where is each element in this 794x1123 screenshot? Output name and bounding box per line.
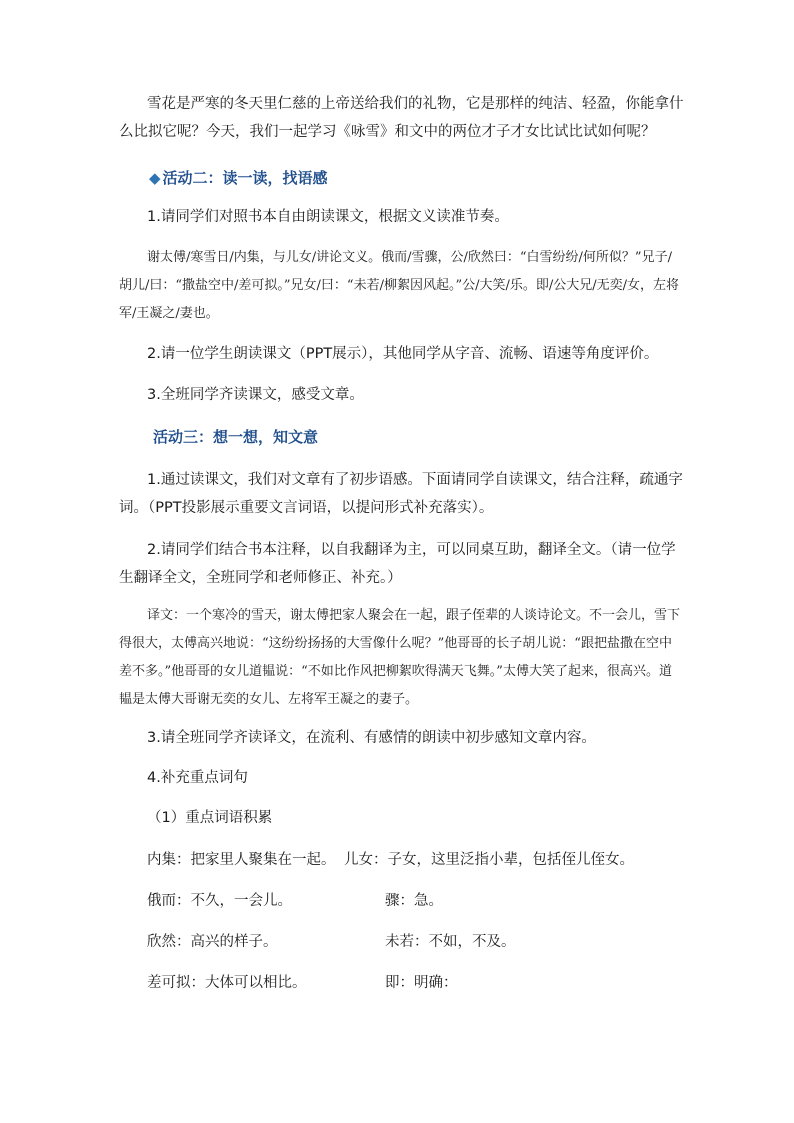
- vocab-term: 内集：把家里人聚集在一起。: [147, 852, 336, 868]
- activity2-heading: [149, 167, 328, 188]
- vocab-row: [147, 848, 634, 869]
- translation-text: 译文：一个寒冷的雪天，谢太傅把家人聚会在一起，跟子侄辈的人谈诗论文。不一会儿，雪下得很大，太傅高兴地说：“这纷纷扬扬的大雪像什么呢？”他哥哥的长子胡儿说：“跟把盐撒在空中差不多。”他哥哥的女儿道韫说：“不如比作风把柳絮吹得满天飞舞。”太傅大笑了起来，很高兴。道韫是太傅大哥谢无奕的女儿、左将军王凝之的妻子。: [119, 608, 681, 707]
- activity2-step3: 3.全班同学齐读课文，感受文章。: [147, 387, 364, 403]
- activity3-step4: 4.补充重点词句: [147, 770, 248, 786]
- vocab-row: [147, 971, 458, 992]
- activity2-step2: 2.请一位学生朗读课文（PPT展示），其他同学从字音、流畅、语速等角度评价。: [147, 346, 659, 362]
- vocab-term: 儿女：子女，这里泛指小辈，包括侄儿侄女。: [344, 852, 634, 868]
- activity3-title: 活动三：想一想，知文意: [153, 428, 319, 446]
- activity3-heading: [153, 426, 318, 447]
- activity3-step2: 2.请同学们结合书本注释，以自我翻译为主，可以同桌互助，翻译全文。（请一位学生翻译全文，全班同学和老师修正、补充。）: [119, 542, 676, 586]
- activity3-step1: 1.通过读课文，我们对文章有了初步语感。下面请同学自读课文，结合注释，疏通字词。（PPT投影展示重要文言词语，以提问形式补充落实）。: [119, 472, 683, 516]
- diamond-bullet-icon: ◆: [149, 169, 161, 187]
- activity2-step1: 1.请同学们对照书本自由朗读课文，根据文义读准节奏。: [147, 209, 509, 225]
- vocab-term: 俄而：不久，一会儿。: [147, 893, 292, 909]
- intro-paragraph: 雪花是严寒的冬天里仁慈的上帝送给我们的礼物，它是那样的纯洁、轻盈，你能拿什么比拟它呢？今天，我们一起学习《咏雪》和文中的两位才子才女比试比试如何呢？: [119, 96, 684, 140]
- vocab-term: 差可拟：大体可以相比。: [147, 975, 307, 991]
- activity2-title: 活动二：读一读，找语感: [162, 169, 328, 187]
- classical-text: 谢太傅/寒雪日/内集，与儿女/讲论文义。俄而/雪骤，公/欣然曰：“白雪纷纷/何所似？”兄子/胡儿/曰：“撒盐空中/差可拟。”兄女/曰：“未若/柳絮因风起。”公/大笑/乐。即/公大兄/无奕/女，左将军/王凝之/妻也。: [119, 250, 680, 321]
- activity3-step3: 3.请全班同学齐读译文，在流利、有感情的朗读中初步感知文章内容。: [147, 730, 596, 746]
- vocab-row: [147, 930, 516, 951]
- vocab-row: [147, 889, 443, 910]
- vocab-term: 欣然：高兴的样子。: [147, 934, 278, 950]
- vocab-term: 骤：急。: [385, 893, 443, 909]
- vocab-term: 未若：不如，不及。: [385, 934, 516, 950]
- vocab-term: 即：明确：: [385, 975, 458, 991]
- vocab-subheading: （1）重点词语积累: [147, 810, 273, 826]
